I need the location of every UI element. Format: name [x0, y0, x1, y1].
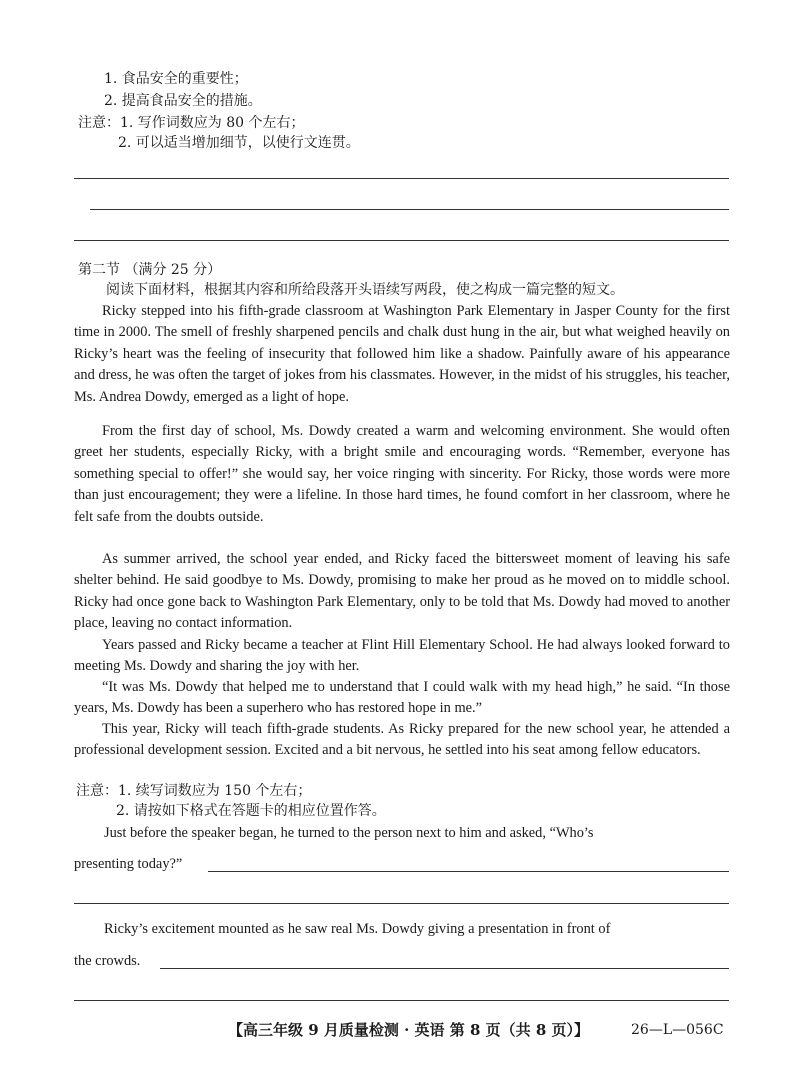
- answer-line: [74, 178, 729, 179]
- answer-line: [74, 240, 729, 241]
- story-paragraph-5: “It was Ms. Dowdy that helped me to understand that I could walk with my head high,” he said. “In those years, Ms. Dowdy has been a superhero who has restored hope in me.”: [74, 679, 730, 717]
- top-item-1: 1. 食品安全的重要性；: [104, 71, 248, 87]
- top-note-2: 2. 可以适当增加细节，以使行文连贯。: [118, 135, 360, 151]
- page-code: 26—L—056C: [631, 1022, 724, 1038]
- bottom-note-2: 2. 请按如下格式在答题卡的相应位置作答。: [116, 803, 386, 819]
- prompt-1-line-1: Just before the speaker began, he turned to the person next to him and asked, “Who’s: [104, 825, 594, 841]
- top-item-2: 2. 提高食品安全的措施。: [104, 93, 262, 109]
- page-footer-label: 【高三年级 9 月质量检测 · 英语 第 8 页（共 8 页）】: [228, 1021, 590, 1039]
- story-paragraph-3: As summer arrived, the school year ended, and Ricky faced the bittersweet moment of leaving his safe shelter behind. He said goodbye to Ms. Dowdy, promising to make her proud as he moved on to middle school. Ricky had once gone back to Washington Park Elementary, only to be told that Ms. Dowdy had moved to another place, leaving no contact information.: [74, 551, 730, 632]
- story-paragraph-4: Years passed and Ricky became a teacher at Flint Hill Elementary School. He had always looked forward to meeting Ms. Dowdy and sharing the joy with her.: [74, 637, 730, 675]
- writing-line: [74, 1000, 729, 1001]
- section-instruction: 阅读下面材料，根据其内容和所给段落开头语续写两段，使之构成一篇完整的短文。: [106, 282, 624, 298]
- bottom-note-1: 注意：1. 续写词数应为 150 个左右；: [76, 783, 312, 799]
- prompt-1-line-2: presenting today?”: [74, 856, 183, 872]
- writing-line: [160, 968, 729, 969]
- writing-line: [74, 903, 729, 904]
- answer-line: [90, 209, 729, 210]
- story-paragraph-1: Ricky stepped into his fifth-grade classroom at Washington Park Elementary in Jasper County for the first time in 2000. The smell of freshly sharpened pencils and chalk dust hung in the air, but what weighed heavily on Ricky’s heart was the feeling of insecurity that followed him like a shadow. Painfully aware of his appearance and dress, he was often the target of jokes from his classmates. However, in the midst of his struggles, his teacher, Ms. Andrea Dowdy, emerged as a light of hope.: [74, 303, 730, 405]
- writing-line: [208, 871, 729, 872]
- section-title: 第二节 （满分 25 分）: [78, 262, 222, 278]
- top-note-1: 注意：1. 写作词数应为 80 个左右；: [78, 115, 305, 131]
- story-paragraph-2: From the first day of school, Ms. Dowdy created a warm and welcoming environment. She would often greet her students, especially Ricky, with a bright smile and encouraging words. “Remember, everyone has something special to offer!” she would say, her voice ringing with sincerity. For Ricky, those words were more than just encouragement; they were a lifeline. In those hard times, he found comfort in her classroom, where he felt safe from the doubts outside.: [74, 423, 730, 525]
- prompt-2-line-2: the crowds.: [74, 953, 141, 969]
- story-paragraph-6: This year, Ricky will teach fifth-grade students. As Ricky prepared for the new school year, he attended a professional development session. Excited and a bit nervous, he settled into his seat among fellow educators.: [74, 721, 730, 759]
- prompt-2-line-1: Ricky’s excitement mounted as he saw real Ms. Dowdy giving a presentation in front of: [104, 921, 611, 937]
